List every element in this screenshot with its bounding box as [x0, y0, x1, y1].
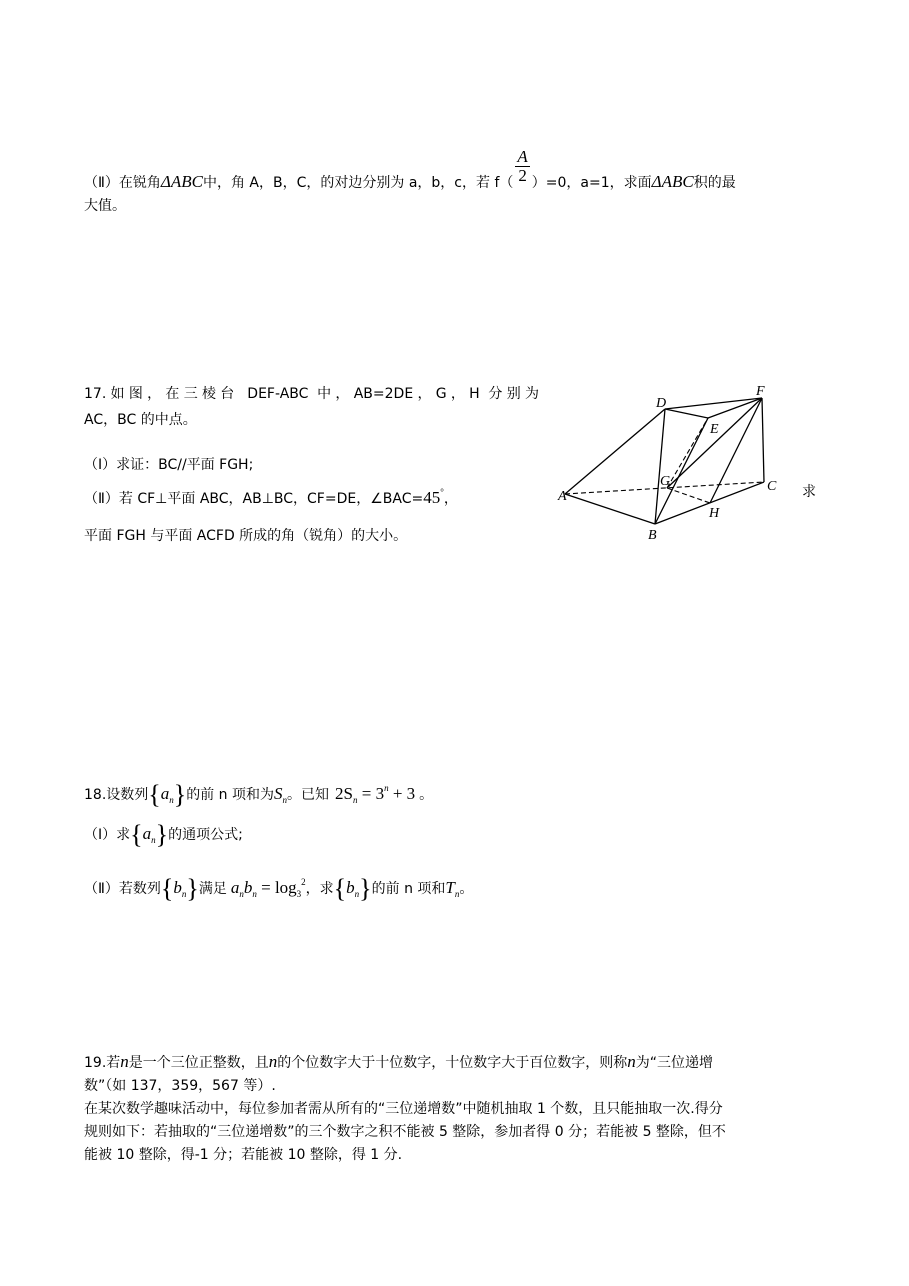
- eq-a-sub: n: [239, 889, 244, 899]
- fraction-a-over-2: [515, 148, 529, 185]
- q19-line2: 数”（如 137，359，567 等）.: [84, 1078, 276, 1094]
- q16-part2-prefix: （Ⅱ）在锐角: [84, 175, 161, 191]
- q18-p2-comma: ，求: [305, 881, 334, 897]
- q16-part2-after: ）=0，a=1，求面: [531, 175, 652, 191]
- q17-part2: [84, 482, 458, 509]
- seq-b: b: [173, 878, 182, 897]
- seq-b-2-sub: n: [354, 889, 360, 899]
- label-g: G: [660, 474, 671, 489]
- q19-line3: 在某次数学趣味活动中，每位参加者需从所有的“三位递增数”中随机抽取 1 个数，且只能抽取一次.得分: [84, 1101, 723, 1117]
- eq-a: a: [230, 878, 240, 897]
- fraction-denominator: 2: [518, 166, 527, 185]
- seq-b-2: b: [346, 878, 355, 897]
- q16-part2-mid: 中，角 A，B，C，的对边分别为 a，b，c，若 f（: [202, 175, 514, 191]
- label-d: D: [656, 396, 667, 411]
- q19-line5: 能被 10 整除，得-1 分；若能被 10 整除，得 1 分.: [84, 1147, 403, 1163]
- edge-f-g: [667, 398, 762, 488]
- seq-a-sub: n: [169, 795, 174, 805]
- frustum-figure: [555, 380, 795, 550]
- edge-a-d: [565, 409, 665, 494]
- sum-s: S: [274, 784, 283, 803]
- sum-s-sub: n: [282, 795, 288, 805]
- triangle-abc-symbol: ΔABC: [160, 172, 203, 191]
- edge-d-e: [665, 409, 708, 418]
- q18-p1-suffix: 的通项公式;: [168, 827, 243, 843]
- edge-g-e-hidden: [667, 418, 708, 488]
- q19-line1: [84, 1050, 826, 1075]
- q17-qiu: 求: [802, 484, 816, 500]
- q18-part1: （Ⅰ）求$\{a_n\}$的通项公式;: [84, 820, 243, 849]
- q18-intro-prefix: 18.设数列: [84, 787, 149, 803]
- seq-a: a: [160, 784, 170, 803]
- q19-l1-a: 19.若: [84, 1055, 121, 1071]
- q18-period: 。: [419, 787, 434, 803]
- q17-line2: AC，BC 的中点。: [84, 412, 197, 428]
- eq-rhs: = 3: [357, 784, 385, 803]
- q18-intro-mid: 的前 n 项和为: [186, 787, 275, 803]
- fraction-numerator: A: [517, 147, 528, 166]
- q19-l1-d: 为“三位递增: [635, 1055, 714, 1071]
- sum-t: T: [445, 878, 455, 897]
- q17-comma: ，: [443, 491, 458, 507]
- eq-plus: + 3: [388, 784, 416, 803]
- sum-t-sub: n: [454, 889, 460, 899]
- label-b: B: [648, 528, 657, 543]
- q19-n-2: n: [268, 1052, 278, 1071]
- q17-part2-text: （Ⅱ）若 CF⊥平面 ABC，AB⊥BC，CF=DE，∠BAC=: [84, 491, 424, 507]
- q18-p2-period: 。: [459, 881, 474, 897]
- triangle-abc-symbol-2: ΔABC: [651, 172, 694, 191]
- edge-f-c: [762, 398, 764, 482]
- q19-l1-b: 是一个三位正整数，且: [128, 1055, 269, 1071]
- edge-g-h-hidden: [667, 488, 710, 503]
- label-a: A: [558, 489, 567, 504]
- q18-intro: 18.设数列$\{a_n\}$的前 n 项和为$S_n$。已知 $2S_n = 3^n + 3$ 。: [84, 780, 434, 809]
- q19-paragraph: [84, 1050, 826, 1167]
- label-e: E: [710, 422, 719, 437]
- eq-lhs-sub: n: [352, 795, 358, 805]
- seq-a-p1-sub: n: [151, 835, 156, 845]
- seq-a-p1: a: [142, 824, 152, 843]
- angle-value: 45: [423, 488, 441, 507]
- log-base: 3: [296, 889, 302, 899]
- q16-part2-continuation: 大值。: [84, 198, 126, 214]
- q16-part2-end: 积的最: [693, 175, 736, 191]
- q17-part1: （Ⅰ）求证：BC//平面 FGH;: [84, 457, 254, 473]
- q18-p2-sat: 满足: [198, 881, 227, 897]
- q18-known: 。已知: [287, 787, 330, 803]
- eq-b: b: [243, 878, 253, 897]
- q16-part2-line: [84, 148, 736, 193]
- eq-rhs-sup: n: [384, 783, 389, 793]
- q18-p1-prefix: （Ⅰ）求: [84, 827, 131, 843]
- q17-line1: 17.如图，在三棱台 DEF-ABC 中，AB=2DE，G，H 分别为: [84, 386, 539, 402]
- degree-symbol: °: [440, 487, 444, 497]
- q19-l1-c: 的个位数字大于十位数字，十位数字大于百位数字，则称: [277, 1055, 628, 1071]
- q19-n-1: n: [120, 1052, 129, 1071]
- label-h: H: [709, 506, 720, 521]
- eq-lhs: 2S: [335, 784, 353, 803]
- eq-log: = log: [256, 878, 297, 897]
- eq-b-sub: n: [252, 889, 257, 899]
- edge-a-b: [565, 494, 655, 524]
- q19-n-3: n: [627, 1052, 636, 1071]
- q19-line4: 规则如下：若抽取的“三位递增数”的三个数字之积不能被 5 整除，参加者得 0 分；若能被 5 整除，但不: [84, 1124, 726, 1140]
- q18-p2-sum: 的前 n 项和: [371, 881, 446, 897]
- q18-part2: （Ⅱ）若数列$\{b_n\}$满足 $a_nb_n = \log_3^2$，求$\{b_n\}$的前 n 项和$T_n$。: [84, 874, 474, 903]
- q17-last-line: 平面 FGH 与平面 ACFD 所成的角（锐角）的大小。: [84, 528, 408, 544]
- q18-p2-prefix: （Ⅱ）若数列: [84, 881, 161, 897]
- eq-2sn: [335, 784, 415, 803]
- log-arg: 2: [301, 877, 306, 887]
- label-c: C: [767, 479, 777, 494]
- eq-anbn: [230, 877, 306, 899]
- label-f: F: [756, 384, 765, 399]
- seq-b-sub: n: [181, 889, 187, 899]
